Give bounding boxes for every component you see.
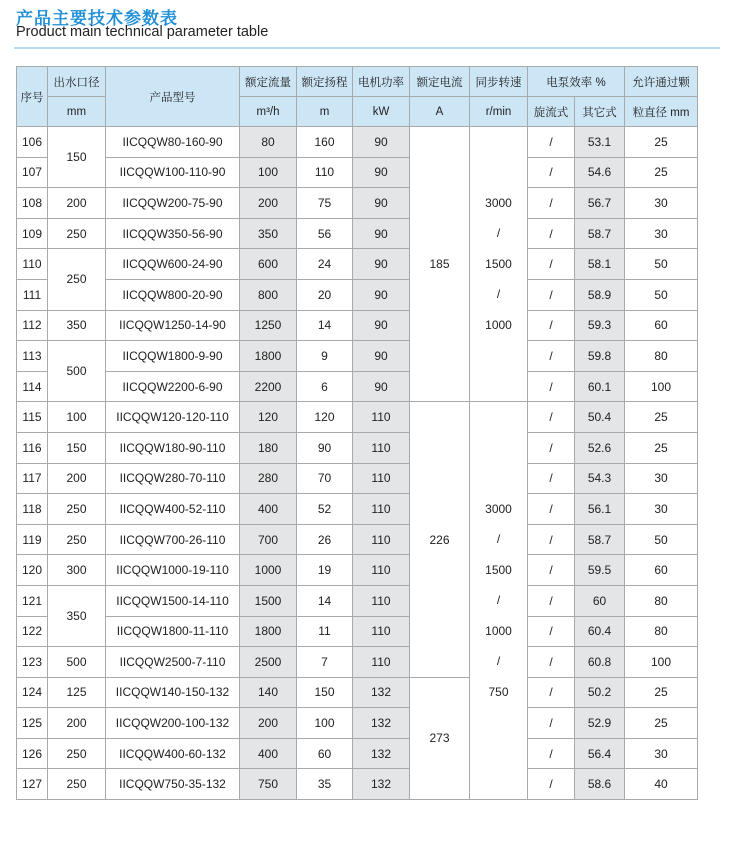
cell-no: 121 — [17, 585, 48, 616]
header-particle: 允许通过颗 — [625, 67, 698, 97]
cell-particle: 25 — [625, 677, 698, 708]
table-row — [17, 310, 698, 341]
cell-head: 7 — [297, 647, 353, 678]
cell-model: IICQQW200-75-90 — [106, 188, 240, 219]
cell-other: 53.1 — [575, 127, 625, 158]
header-outlet: 出水口径 — [48, 67, 106, 97]
cell-swirl: / — [528, 279, 575, 310]
cell-head: 75 — [297, 188, 353, 219]
unit-speed: r/min — [470, 97, 528, 127]
cell-particle: 30 — [625, 463, 698, 494]
cell-model: IICQQW600-24-90 — [106, 249, 240, 280]
speed-line: 750 — [488, 684, 509, 699]
cell-flow: 120 — [240, 402, 297, 433]
cell-other: 56.1 — [575, 494, 625, 525]
cell-model: IICQQW120-120-110 — [106, 402, 240, 433]
cell-outlet: 350 — [48, 585, 106, 646]
cell-outlet: 250 — [48, 524, 106, 555]
cell-particle: 25 — [625, 127, 698, 158]
cell-model: IICQQW280-70-110 — [106, 463, 240, 494]
table-row — [17, 677, 698, 708]
cell-swirl: / — [528, 127, 575, 158]
cell-other: 59.5 — [575, 555, 625, 586]
cell-model: IICQQW750-35-132 — [106, 769, 240, 800]
table-row — [17, 371, 698, 402]
cell-no: 107 — [17, 157, 48, 188]
cell-outlet: 500 — [48, 341, 106, 402]
cell-outlet: 150 — [48, 432, 106, 463]
cell-head: 24 — [297, 249, 353, 280]
cell-power: 90 — [353, 341, 410, 372]
table-row — [17, 494, 698, 525]
cell-model: IICQQW200-100-132 — [106, 708, 240, 739]
cell-swirl: / — [528, 769, 575, 800]
cell-flow: 280 — [240, 463, 297, 494]
cell-power: 90 — [353, 157, 410, 188]
cell-other: 56.7 — [575, 188, 625, 219]
cell-particle: 100 — [625, 647, 698, 678]
cell-particle: 80 — [625, 341, 698, 372]
speed-line: 3000 — [485, 195, 512, 210]
cell-other: 58.9 — [575, 279, 625, 310]
cell-power: 90 — [353, 279, 410, 310]
cell-head: 9 — [297, 341, 353, 372]
cell-power: 132 — [353, 708, 410, 739]
cell-particle: 25 — [625, 402, 698, 433]
header-power: 电机功率 — [353, 67, 410, 97]
cell-power: 110 — [353, 647, 410, 678]
cell-particle: 30 — [625, 494, 698, 525]
cell-head: 14 — [297, 310, 353, 341]
title-en: Product main technical parameter table — [16, 24, 269, 40]
cell-swirl: / — [528, 371, 575, 402]
cell-head: 6 — [297, 371, 353, 402]
cell-model: IICQQW180-90-110 — [106, 432, 240, 463]
cell-outlet: 200 — [48, 463, 106, 494]
cell-swirl: / — [528, 677, 575, 708]
cell-model: IICQQW100-110-90 — [106, 157, 240, 188]
unit-particle: 粒直径 mm — [625, 97, 698, 127]
cell-no: 125 — [17, 708, 48, 739]
unit-current: A — [410, 97, 470, 127]
cell-no: 108 — [17, 188, 48, 219]
table-row — [17, 432, 698, 463]
speed-line: / — [496, 532, 501, 547]
cell-no: 127 — [17, 769, 48, 800]
cell-no: 120 — [17, 555, 48, 586]
cell-no: 111 — [17, 279, 48, 310]
cell-outlet: 250 — [48, 218, 106, 249]
cell-head: 60 — [297, 738, 353, 769]
cell-power: 110 — [353, 402, 410, 433]
cell-swirl: / — [528, 494, 575, 525]
subheader-other: 其它式 — [575, 97, 625, 127]
cell-power: 132 — [353, 677, 410, 708]
cell-flow: 350 — [240, 218, 297, 249]
table-row — [17, 188, 698, 219]
cell-other: 58.7 — [575, 524, 625, 555]
speed-line: 1500 — [485, 562, 512, 577]
table-row — [17, 127, 698, 158]
cell-current: 226 — [410, 402, 470, 677]
unit-flow: m³/h — [240, 97, 297, 127]
cell-flow: 1250 — [240, 310, 297, 341]
speed-line: / — [496, 287, 501, 302]
table-row — [17, 616, 698, 647]
unit-outlet: mm — [48, 97, 106, 127]
cell-no: 113 — [17, 341, 48, 372]
cell-other: 58.7 — [575, 218, 625, 249]
header-speed: 同步转速 — [470, 67, 528, 97]
cell-power: 90 — [353, 188, 410, 219]
table-row — [17, 585, 698, 616]
cell-other: 59.3 — [575, 310, 625, 341]
cell-model: IICQQW400-52-110 — [106, 494, 240, 525]
table-row — [17, 463, 698, 494]
cell-head: 110 — [297, 157, 353, 188]
table-header — [17, 67, 698, 127]
cell-power: 90 — [353, 127, 410, 158]
cell-particle: 30 — [625, 218, 698, 249]
speed-line: / — [496, 593, 501, 608]
cell-outlet: 150 — [48, 127, 106, 188]
cell-flow: 600 — [240, 249, 297, 280]
cell-model: IICQQW1800-9-90 — [106, 341, 240, 372]
cell-model: IICQQW2200-6-90 — [106, 371, 240, 402]
cell-no: 118 — [17, 494, 48, 525]
parameter-table — [16, 66, 698, 800]
cell-particle: 50 — [625, 279, 698, 310]
cell-power: 110 — [353, 494, 410, 525]
cell-model: IICQQW1500-14-110 — [106, 585, 240, 616]
table-row — [17, 524, 698, 555]
cell-particle: 80 — [625, 616, 698, 647]
cell-particle: 25 — [625, 708, 698, 739]
header-model: 产品型号 — [106, 67, 240, 127]
cell-flow: 2200 — [240, 371, 297, 402]
table-row — [17, 555, 698, 586]
speed-line: / — [496, 654, 501, 669]
cell-particle: 25 — [625, 432, 698, 463]
cell-swirl: / — [528, 585, 575, 616]
table-row — [17, 341, 698, 372]
cell-other: 50.4 — [575, 402, 625, 433]
cell-power: 90 — [353, 249, 410, 280]
cell-swirl: / — [528, 310, 575, 341]
cell-power: 110 — [353, 616, 410, 647]
cell-no: 114 — [17, 371, 48, 402]
table-row — [17, 157, 698, 188]
cell-head: 11 — [297, 616, 353, 647]
cell-head: 150 — [297, 677, 353, 708]
cell-swirl: / — [528, 647, 575, 678]
cell-swirl: / — [528, 524, 575, 555]
speed-line: 1500 — [485, 256, 512, 271]
cell-swirl: / — [528, 555, 575, 586]
title-rule — [14, 47, 720, 49]
cell-head: 14 — [297, 585, 353, 616]
cell-power: 110 — [353, 463, 410, 494]
cell-particle: 25 — [625, 157, 698, 188]
cell-model: IICQQW1250-14-90 — [106, 310, 240, 341]
table-row — [17, 769, 698, 800]
cell-no: 112 — [17, 310, 48, 341]
cell-swirl: / — [528, 218, 575, 249]
cell-outlet: 125 — [48, 677, 106, 708]
cell-outlet: 350 — [48, 310, 106, 341]
cell-no: 109 — [17, 218, 48, 249]
cell-power: 110 — [353, 432, 410, 463]
cell-power: 110 — [353, 585, 410, 616]
cell-swirl: / — [528, 402, 575, 433]
cell-outlet: 250 — [48, 249, 106, 310]
cell-power: 132 — [353, 738, 410, 769]
cell-flow: 140 — [240, 677, 297, 708]
cell-head: 90 — [297, 432, 353, 463]
table-row — [17, 708, 698, 739]
speed-line: 3000 — [485, 501, 512, 516]
cell-no: 119 — [17, 524, 48, 555]
cell-head: 26 — [297, 524, 353, 555]
header-efficiency: 电泵效率 % — [528, 67, 625, 97]
cell-outlet: 250 — [48, 494, 106, 525]
cell-flow: 200 — [240, 708, 297, 739]
cell-particle: 30 — [625, 738, 698, 769]
cell-power: 90 — [353, 310, 410, 341]
unit-head: m — [297, 97, 353, 127]
cell-other: 58.1 — [575, 249, 625, 280]
cell-flow: 200 — [240, 188, 297, 219]
cell-head: 19 — [297, 555, 353, 586]
table-row — [17, 738, 698, 769]
cell-speed — [470, 127, 528, 402]
cell-particle: 50 — [625, 249, 698, 280]
cell-head: 56 — [297, 218, 353, 249]
cell-outlet: 250 — [48, 769, 106, 800]
cell-flow: 750 — [240, 769, 297, 800]
cell-swirl: / — [528, 708, 575, 739]
cell-outlet: 500 — [48, 647, 106, 678]
cell-other: 50.2 — [575, 677, 625, 708]
cell-swirl: / — [528, 341, 575, 372]
cell-power: 132 — [353, 769, 410, 800]
cell-flow: 400 — [240, 494, 297, 525]
cell-power: 90 — [353, 218, 410, 249]
cell-flow: 400 — [240, 738, 297, 769]
cell-other: 56.4 — [575, 738, 625, 769]
cell-model: IICQQW700-26-110 — [106, 524, 240, 555]
header-no: 序号 — [17, 67, 48, 127]
cell-flow: 80 — [240, 127, 297, 158]
cell-other: 52.6 — [575, 432, 625, 463]
cell-particle: 30 — [625, 188, 698, 219]
cell-head: 160 — [297, 127, 353, 158]
cell-model: IICQQW800-20-90 — [106, 279, 240, 310]
cell-current: 185 — [410, 127, 470, 402]
cell-other: 60.4 — [575, 616, 625, 647]
unit-power: kW — [353, 97, 410, 127]
cell-other: 52.9 — [575, 708, 625, 739]
header-flow: 额定流量 — [240, 67, 297, 97]
cell-no: 124 — [17, 677, 48, 708]
cell-head: 100 — [297, 708, 353, 739]
cell-model: IICQQW80-160-90 — [106, 127, 240, 158]
cell-no: 115 — [17, 402, 48, 433]
cell-flow: 1800 — [240, 616, 297, 647]
cell-swirl: / — [528, 616, 575, 647]
cell-speed — [470, 402, 528, 800]
cell-swirl: / — [528, 738, 575, 769]
cell-outlet: 200 — [48, 188, 106, 219]
speed-line: 1000 — [485, 317, 512, 332]
cell-other: 58.6 — [575, 769, 625, 800]
cell-head: 52 — [297, 494, 353, 525]
cell-flow: 180 — [240, 432, 297, 463]
cell-other: 54.6 — [575, 157, 625, 188]
cell-no: 123 — [17, 647, 48, 678]
cell-current: 273 — [410, 677, 470, 799]
cell-other: 59.8 — [575, 341, 625, 372]
cell-flow: 100 — [240, 157, 297, 188]
cell-outlet: 250 — [48, 738, 106, 769]
cell-no: 110 — [17, 249, 48, 280]
cell-model: IICQQW400-60-132 — [106, 738, 240, 769]
table-row — [17, 279, 698, 310]
cell-particle: 50 — [625, 524, 698, 555]
cell-flow: 2500 — [240, 647, 297, 678]
table-row — [17, 218, 698, 249]
cell-particle: 80 — [625, 585, 698, 616]
cell-outlet: 200 — [48, 708, 106, 739]
cell-other: 60.1 — [575, 371, 625, 402]
header-current: 额定电流 — [410, 67, 470, 97]
cell-flow: 800 — [240, 279, 297, 310]
cell-no: 116 — [17, 432, 48, 463]
cell-swirl: / — [528, 157, 575, 188]
cell-flow: 1000 — [240, 555, 297, 586]
cell-head: 20 — [297, 279, 353, 310]
cell-particle: 40 — [625, 769, 698, 800]
cell-other: 60 — [575, 585, 625, 616]
cell-power: 90 — [353, 371, 410, 402]
cell-power: 110 — [353, 555, 410, 586]
cell-swirl: / — [528, 249, 575, 280]
cell-no: 117 — [17, 463, 48, 494]
cell-no: 126 — [17, 738, 48, 769]
cell-head: 35 — [297, 769, 353, 800]
header-head: 额定扬程 — [297, 67, 353, 97]
cell-other: 60.8 — [575, 647, 625, 678]
cell-head: 120 — [297, 402, 353, 433]
table-row — [17, 647, 698, 678]
cell-power: 110 — [353, 524, 410, 555]
cell-model: IICQQW2500-7-110 — [106, 647, 240, 678]
cell-particle: 100 — [625, 371, 698, 402]
cell-head: 70 — [297, 463, 353, 494]
table-row — [17, 402, 698, 433]
speed-line: / — [496, 226, 501, 241]
cell-outlet: 100 — [48, 402, 106, 433]
cell-outlet: 300 — [48, 555, 106, 586]
title-cn: 产品主要技术参数表 — [16, 9, 178, 29]
cell-particle: 60 — [625, 310, 698, 341]
subheader-swirl: 旋流式 — [528, 97, 575, 127]
cell-flow: 700 — [240, 524, 297, 555]
cell-swirl: / — [528, 463, 575, 494]
cell-swirl: / — [528, 432, 575, 463]
cell-flow: 1500 — [240, 585, 297, 616]
cell-other: 54.3 — [575, 463, 625, 494]
cell-model: IICQQW1800-11-110 — [106, 616, 240, 647]
cell-no: 106 — [17, 127, 48, 158]
cell-flow: 1800 — [240, 341, 297, 372]
cell-no: 122 — [17, 616, 48, 647]
cell-particle: 60 — [625, 555, 698, 586]
speed-line: 1000 — [485, 623, 512, 638]
cell-model: IICQQW350-56-90 — [106, 218, 240, 249]
table-body — [17, 127, 698, 800]
table-row — [17, 249, 698, 280]
cell-swirl: / — [528, 188, 575, 219]
cell-model: IICQQW140-150-132 — [106, 677, 240, 708]
cell-model: IICQQW1000-19-110 — [106, 555, 240, 586]
